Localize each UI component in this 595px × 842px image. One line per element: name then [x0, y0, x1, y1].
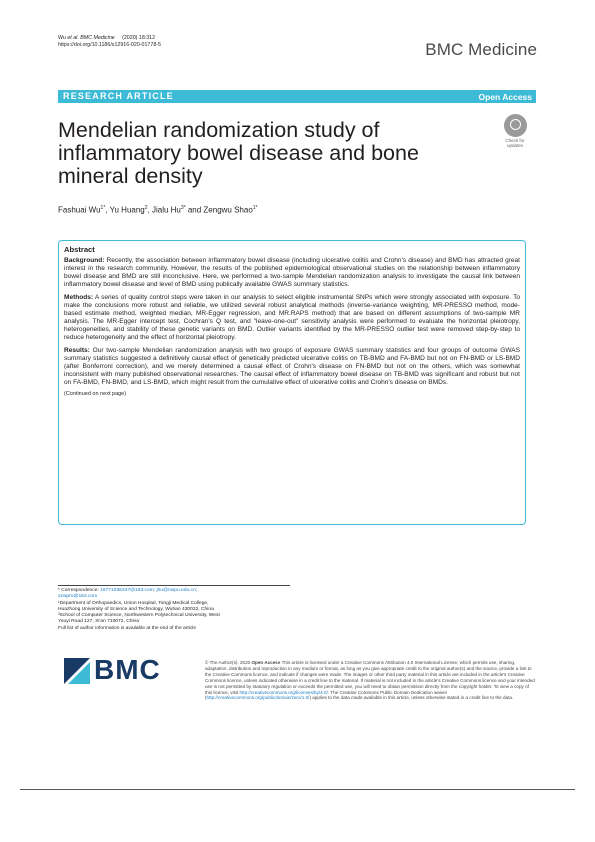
author-name[interactable]: Jialu Hu	[151, 205, 181, 215]
abstract-box	[58, 240, 526, 525]
open-access-label: Open Access	[478, 91, 532, 102]
affiliation: Huazhong University of Science and Technology, Wuhan 430022, China	[58, 606, 214, 612]
article-type: RESEARCH ARTICLE	[63, 91, 174, 101]
public-domain-link[interactable]: http://creativecommons.org/publicdomain/zero/1.0/	[206, 695, 310, 701]
doi-link[interactable]: https://doi.org/10.1186/s12916-020-01778-5	[58, 41, 161, 48]
author-affiliation-mark: 1*	[252, 205, 258, 211]
page-bottom-divider	[20, 789, 575, 790]
license-text: © The Author(s). 2020 Open Access This article is licensed under a Creative Commons Attribution 4.0 International License, which permits use, sharing, adaptation, distribution and reproduction in any medium or format, as long as you give appropriate credit to the original author(s) and the source, provide a link to the Creative Commons licence, and indicate if changes were made. The images or other third party material in this article are included in the article's Creative Commons licence, unless indicated otherwise in a credit line to the material. If material is not included in the article's Creative Commons licence and your intended use is not permitted by statutory regulation or exceeds the permitted use, you will need to obtain permission directly from the copyright holder. To view a copy of this licence, visit http://creativecommons.org/licenses/by/4.0/. The Creative Commons Public Domain Dedication waiver (http://creativecommons.org/publicdomain/zero/1.0/) applies to the data made available in this article, unless otherwise stated in a credit line to the data.	[205, 660, 535, 701]
abstract-results: Results: Our two-sample Mendelian randomization analysis with two groups of exposure GWAS summary statistics and four groups of outcome GWAS summary statistics suggested a definitively causal effect of genetically predicted ulcerative colitis on TB-BMD and FA-BMD but not on FN-BMD or LS-BMD (after Bonferroni correction), and we merely determined a causal effect of Crohn's disease on FN-BMD but not on the others, which was somewhat inconsistent with many published observational researches. The causal effect of inflammatory bowel disease on TB-BMD was significant and robust but not on FA-BMD, FN-BMD, and LS-BMD, which might result from the cumulative effect of ulcerative colitis and Crohn's disease on BMDs.	[64, 346, 520, 387]
author-list: Fashuai $Wu^{1*}$, Yu Huang$^2$, Jialu $Hu^{3*}$ and Zengwu Shao$^{1*}$	[58, 205, 258, 215]
abstract-methods: Methods: A series of quality control steps were taken in our analysis to select eligible instrumental SNPs which were strongly associated with exposure. To make the conclusions more robust and reliable, we utilized several robust analytical methods (inverse-variance weighting, MR-PRESSO method, mode-based estimate method, weighted median, MR-Egger regression, and MR.RAPS method) that are based on different assumptions of two-sample MR analysis. The MR-Egger intercept test, Cochran's Q test, and “leave-one-out” sensitivity analysis were performed to evaluate the horizontal pleiotropy, heterogeneities, and stability of these genetic variants on BMD. Outlier variants identified by the MR-PRESSO outlier test were removed step-by-step to reduce heterogeneity and the effect of horizontal pleiotropy.	[64, 293, 520, 342]
correspondence-emails[interactable]: 18771036347@163.com; jhu@nwpu.edu.cn;	[100, 588, 198, 593]
citation-block	[58, 35, 161, 49]
author-name[interactable]: Yu Huang	[109, 205, 145, 215]
crossmark-icon	[504, 114, 527, 137]
continued-note: (Continued on next page)	[64, 391, 127, 398]
affiliation: Youyi Road 127, Xi'an 710072, China	[58, 619, 139, 625]
article-title: Mendelian randomization study of inflammatory bowel disease and bone mineral density	[58, 118, 419, 188]
bmc-logo-text: BMC	[94, 654, 161, 685]
correspondence-email[interactable]: szwpro@163.com	[58, 594, 98, 600]
license-link[interactable]: http://creativecommons.org/licenses/by/4.0/	[239, 689, 328, 695]
citation-journal: et al. BMC Medicine	[67, 35, 115, 41]
citation-year: (2020) 18:312	[122, 35, 156, 41]
article-type-banner	[58, 90, 536, 103]
author-affiliation-mark: 2	[144, 205, 148, 211]
affiliation: ³School of Computer Science, Northwestern Polytechnical University, West	[58, 613, 220, 619]
check-for-updates-badge[interactable]	[495, 114, 535, 148]
journal-brand: BMC Medicine	[425, 40, 537, 59]
full-list-note: Full list of author information is available at the end of the article	[58, 625, 197, 631]
author-affiliation-mark: 1*	[100, 205, 106, 211]
check-for-updates-label: Check for updates	[505, 138, 525, 148]
correspondence-block	[58, 588, 298, 632]
footnote-divider	[58, 585, 290, 586]
affiliation: ¹Department of Orthopaedics, Union Hospital, Tongji Medical College,	[58, 600, 209, 606]
bmc-logo-mark-icon	[64, 658, 90, 684]
correspondence-label: * Correspondence:	[58, 588, 101, 593]
abstract-background: Background: Recently, the association between inflammatory bowel disease (including ulcerative colitis and Crohn's disease) and BMD has attracted great interest in the research community. However, the results of the published epidemiological observational studies on the relationship between inflammatory bowel disease and BMD are still inconclusive. Here, we performed a two-sample Mendelian randomization analysis to investigate the causal link between inflammatory bowel disease and level of BMD using publically available GWAS summary statistics.	[64, 257, 520, 289]
citation-authors: Wu	[58, 35, 68, 41]
author-affiliation-mark: 3*	[180, 205, 186, 211]
abstract-heading: Abstract	[64, 245, 95, 254]
bmc-logo	[64, 654, 170, 690]
author-name[interactable]: Zengwu Shao	[203, 205, 253, 215]
author-name[interactable]: Fashuai Wu	[58, 205, 101, 215]
